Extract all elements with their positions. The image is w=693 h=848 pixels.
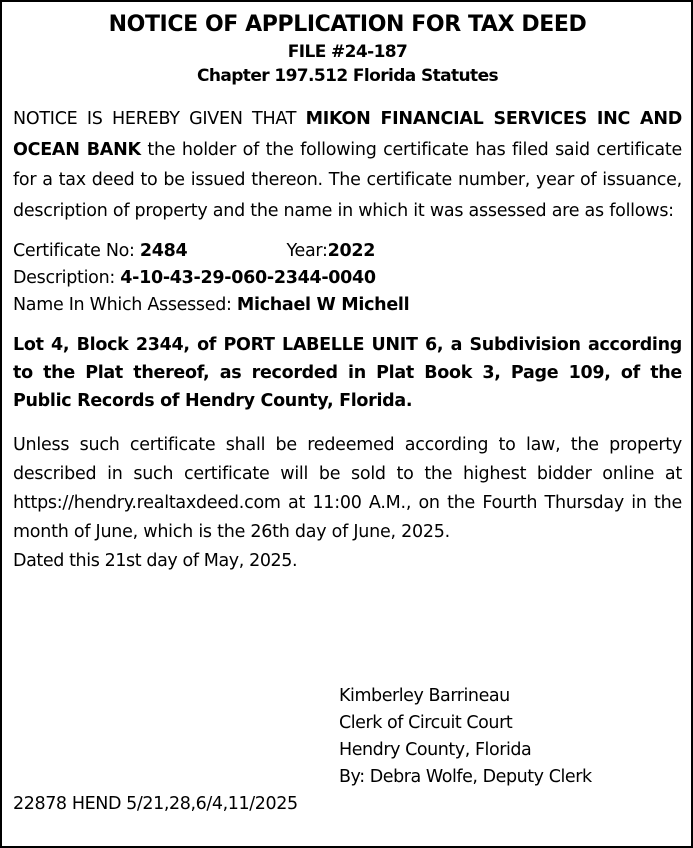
intro-paragraph (13, 104, 682, 226)
file-number: FILE #24-187 (287, 42, 408, 62)
legal-description: Lot 4, Block 2344, of PORT LABELLE UNIT 6, a Subdivision according to the Plat thereof, as recorded in Plat Book 3, Page 109, of the Public Records of Hendry County, Florida. (13, 335, 682, 411)
statute-reference: Chapter 197.512 Florida Statutes (196, 66, 499, 86)
publication-footer: 22878 HEND 5/21,28,6/4,11/2025 (13, 794, 298, 814)
clerk-county: Hendry County, Florida (339, 740, 532, 760)
sale-notice-paragraph: Unless such certificate shall be redeemed according to law, the property described in such certificate will be sold to the highest bidder online at https://hendry.realtaxdeed.com at 11:00 A.M., on the Fourth Thursday in the month of June, which is the 26th day of June, 2025. (13, 435, 682, 542)
deputy-clerk: By: Debra Wolfe, Deputy Clerk (339, 767, 592, 787)
certificate-row (13, 238, 682, 265)
certificate-year: 2022 (327, 241, 376, 261)
clerk-title: Clerk of Circuit Court (339, 713, 513, 733)
assessed-name: Michael W Michell (236, 295, 410, 315)
signature-block (339, 683, 592, 791)
dated-line: Dated this 21st day of May, 2025. (13, 551, 298, 571)
notice-header (13, 10, 682, 88)
intro-rest: the holder of the following certificate has filed said certificate for a tax deed to be issued thereon. The certificate number, year of issuance, description of property and the name in which it was assessed are as follows: (13, 139, 682, 221)
certificate-holder: MIKON FINANCIAL SERVICES INC AND OCEAN BANK (13, 109, 682, 160)
description-row (13, 265, 682, 292)
certificate-number: 2484 (139, 241, 188, 261)
assessed-label: Name In Which Assessed: (13, 295, 237, 315)
description-label: Description: (13, 268, 121, 288)
certificate-year-label: Year: (286, 241, 328, 261)
clerk-name: Kimberley Barrineau (339, 686, 510, 706)
parcel-description: 4-10-43-29-060-2344-0040 (120, 268, 376, 288)
intro-lead: NOTICE IS HEREBY GIVEN THAT (13, 109, 306, 129)
notice-title: NOTICE OF APPLICATION FOR TAX DEED (108, 12, 587, 37)
certificate-number-label: Certificate No: (13, 241, 140, 261)
assessed-row (13, 292, 682, 319)
